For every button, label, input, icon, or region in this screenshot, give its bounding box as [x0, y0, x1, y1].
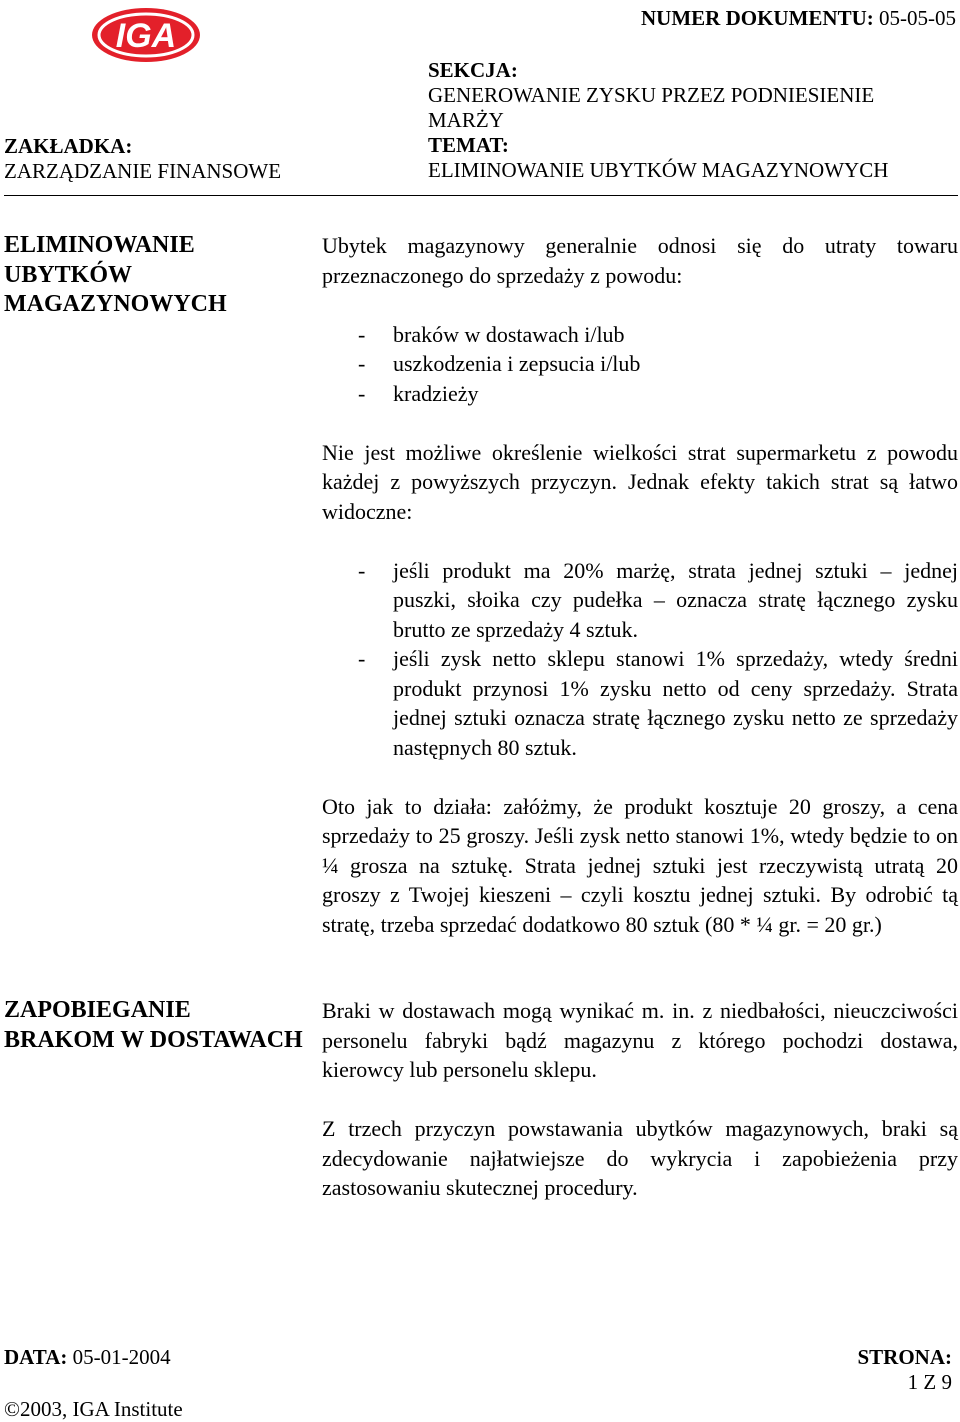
topic-label: TEMAT: [428, 133, 509, 157]
tab-block [4, 134, 384, 184]
reasons-list [322, 320, 958, 409]
list-item: - jeśli produkt ma 20% marżę, strata jednej sztuki – jednej puszki, słoika czy pudełka – oznacza stratę łącznego zysku brutto ze sprzedaży 4 sztuk. [358, 557, 958, 642]
intro-paragraph: Ubytek magazynowy generalnie odnosi się do utraty towaru przeznaczonego do sprzedaży z powodu: [322, 233, 958, 288]
list-item: - braków w dostawach i/lub [358, 321, 625, 347]
topic-value: ELIMINOWANIE UBYTKÓW MAGAZYNOWYCH [428, 158, 889, 182]
footer-page [857, 1345, 952, 1395]
svg-text:IGA: IGA [115, 17, 177, 55]
section-body-eliminowanie [322, 231, 958, 939]
footer-date [4, 1345, 171, 1370]
date-label: DATA: [4, 1345, 68, 1369]
tab-value: ZARZĄDZANIE FINANSOWE [4, 159, 282, 183]
example-paragraph: Oto jak to działa: załóżmy, że produkt kosztuje 20 groszy, a cena sprzedaży to 25 groszy. Jeśli zysk netto stanowi 1%, wtedy będzie to on ¼ grosza na sztukę. Strata jednej sztuki jest rzeczywistą utratą 20 groszy z Twojej kieszeni – czyli kosztu jednej sztuki. By odrobić tą stratę, trzeba sprzedać dodatkowo 80 sztuk (80 * ¼ gr. = 20 gr.) [322, 793, 958, 937]
list-item: - kradzieży [358, 380, 479, 406]
document-number-label: NUMER DOKUMENTU: [641, 6, 874, 30]
document-number-value: 05-05-05 [879, 6, 956, 30]
page-value: 1 Z 9 [907, 1370, 952, 1394]
page-label: STRONA: [857, 1345, 952, 1369]
document-number [641, 6, 956, 31]
list-item: - jeśli zysk netto sklepu stanowi 1% sprzedaży, wtedy średni produkt przynosi 1% zysku netto od ceny sprzedaży. Strata jednej sztuki oznacza stratę łącznego zysku netto ze sprzedaży następnych 80 sztuk. [358, 646, 958, 760]
shortage-causes-paragraph: Braki w dostawach mogą wynikać m. in. z niedbałości, nieuczciwości personelu fabryki bądź magazynu z którego pochodzi dostawa, kierowcy lub personelu sklepu. [322, 998, 958, 1082]
footer-copyright: ©2003, IGA Institute [4, 1397, 183, 1421]
iga-logo [90, 6, 202, 64]
section-body-zapobieganie [322, 996, 958, 1203]
date-value: 05-01-2004 [72, 1345, 171, 1369]
section-topic-block [428, 58, 948, 183]
tab-label: ZAKŁADKA: [4, 134, 133, 158]
effects-list [322, 556, 958, 763]
header-divider [4, 195, 958, 196]
shortage-prevention-paragraph: Z trzech przyczyn powstawania ubytków magazynowych, braki są zdecydowanie najłatwiejsze do wykrycia i zapobieżenia przy zastosowaniu skutecznej procedury. [322, 1116, 958, 1200]
section-heading-zapobieganie: ZAPOBIEGANIE BRAKOM W DOSTAWACH [4, 997, 303, 1053]
section-value: GENEROWANIE ZYSKU PRZEZ PODNIESIENIE MARŻY [428, 83, 875, 132]
section-heading-eliminowanie: ELIMINOWANIE UBYTKÓW MAGAZYNOWYCH [4, 232, 227, 317]
losses-paragraph: Nie jest możliwe określenie wielkości strat supermarketu z powodu każdej z powyższych przyczyn. Jednak efekty takich strat są łatwo widoczne: [322, 439, 958, 524]
section-label: SEKCJA: [428, 58, 518, 82]
list-item: - uszkodzenia i zepsucia i/lub [358, 351, 641, 376]
